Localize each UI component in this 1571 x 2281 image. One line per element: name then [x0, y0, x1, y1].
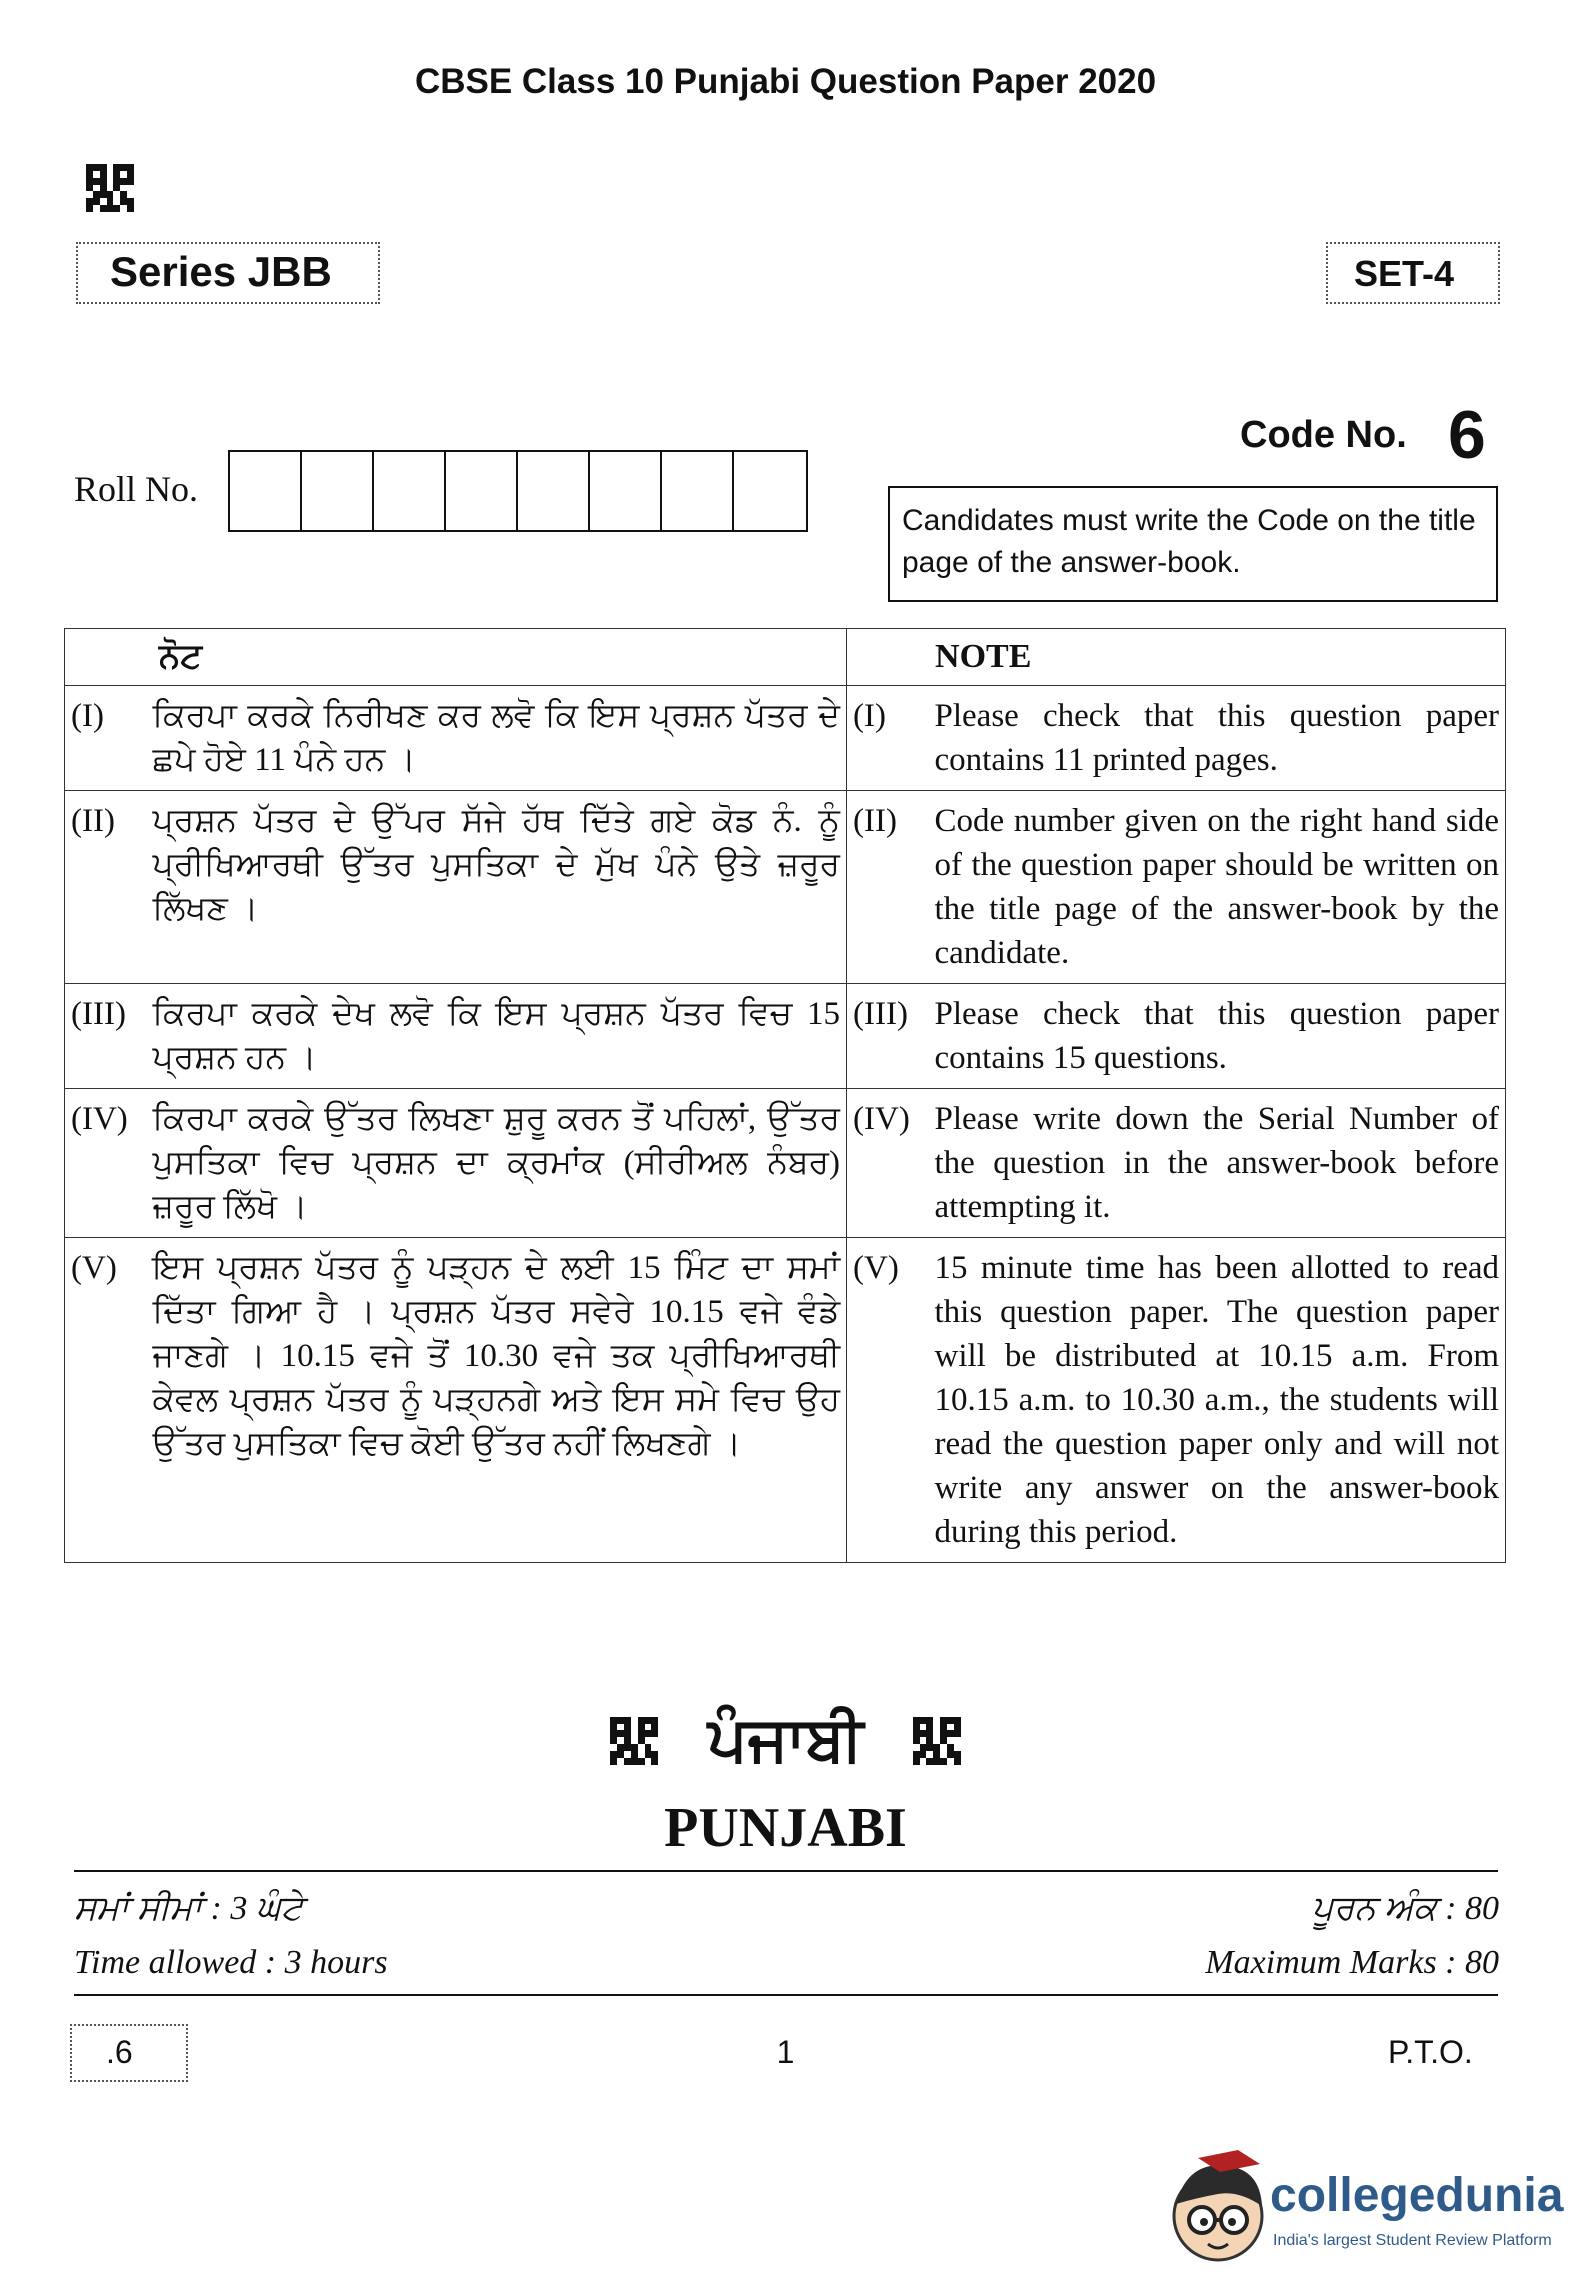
qr-module: [120, 164, 127, 171]
qr-module: [107, 171, 114, 178]
qr-module: [617, 1730, 624, 1737]
qr-module: [947, 1737, 954, 1744]
qr-module: [933, 1758, 940, 1765]
qr-module: [631, 1744, 638, 1751]
qr-module: [947, 1724, 954, 1731]
note-row: [65, 791, 1506, 984]
qr-module: [940, 1730, 947, 1737]
max-marks-punjabi: ਪੂਰਨ ਅੰਕ : 80: [1311, 1890, 1499, 1927]
candidate-instruction-box: Candidates must write the Code on the title page of the answer-book.: [888, 486, 1498, 602]
qr-module: [645, 1737, 652, 1744]
qr-module: [638, 1724, 645, 1731]
qr-module: [113, 198, 120, 205]
note-number: (III): [847, 984, 929, 1089]
qr-module: [120, 191, 127, 198]
series-label: Series JBB: [76, 242, 380, 304]
qr-module: [107, 205, 114, 212]
note-number: (V): [65, 1238, 147, 1563]
roll-box[interactable]: [590, 452, 662, 530]
roll-box[interactable]: [518, 452, 590, 530]
qr-module: [954, 1730, 961, 1737]
qr-module: [947, 1730, 954, 1737]
qr-module: [954, 1758, 961, 1765]
qr-module: [920, 1724, 927, 1731]
qr-module: [100, 198, 107, 205]
note-punjabi: ਇਸ ਪ੍ਰਸ਼ਨ ਪੱਤਰ ਨੂੰ ਪੜ੍ਹਨ ਦੇ ਲਈ 15 ਮਿੰਟ ਦਾ ਸਮਾਂ ਦਿੱਤਾ ਗਿਆ ਹੈ । ਪ੍ਰਸ਼ਨ ਪੱਤਰ ਸਵੇਰੇ 10.15 ਵਜੇ ਵੰਡੇ ਜਾਣਗੇ । 10.15 ਵਜੇ ਤੋਂ 10.30 ਵਜੇ ਤਕ ਪ੍ਰੀਖਿਆਰਥੀ ਕੇਵਲ ਪ੍ਰਸ਼ਨ ਪੱਤਰ ਨੂੰ ਪੜ੍ਹਨਗੇ ਅਤੇ ਇਸ ਸਮੇ ਵਿਚ ਉਹ ਉੱਤਰ ਪੁਸਤਿਕਾ ਵਿਚ ਕੋਈ ਉੱਤਰ ਨਹੀਂ ਲਿਖਣਗੇ ।: [147, 1238, 847, 1563]
note-number: (II): [65, 791, 147, 984]
collegedunia-tagline: India's largest Student Review Platform: [1273, 2232, 1552, 2249]
qr-module: [100, 171, 107, 178]
qr-module: [113, 171, 120, 178]
qr-module: [610, 1737, 617, 1744]
qr-module: [920, 1717, 927, 1724]
qr-module: [624, 1744, 631, 1751]
qr-module: [100, 205, 107, 212]
qr-module: [645, 1724, 652, 1731]
set-label: SET-4: [1326, 242, 1500, 304]
note-english: 15 minute time has been allotted to read this question paper. The question paper will be distributed at 10.15 a.m. From 10.15 a.m. to 10.30 a.m., the students will read the question paper only and will not write any answer on the answer-book during this period.: [929, 1238, 1506, 1563]
qr-module: [86, 164, 93, 171]
qr-module: [638, 1737, 645, 1744]
roll-box[interactable]: [302, 452, 374, 530]
qr-module: [638, 1758, 645, 1765]
qr-module: [947, 1717, 954, 1724]
qr-module: [617, 1758, 624, 1765]
qr-module: [920, 1758, 927, 1765]
qr-module: [127, 171, 134, 178]
notes-header-row: [65, 629, 1506, 686]
page-number: 1: [776, 2034, 795, 2070]
subject-title-punjabi-row: [0, 1700, 1571, 1776]
qr-module: [127, 164, 134, 171]
qr-module: [624, 1724, 631, 1731]
qr-module: [610, 1751, 617, 1758]
qr-module: [645, 1717, 652, 1724]
qr-module: [86, 171, 93, 178]
qr-module: [926, 1730, 933, 1737]
qr-module: [947, 1751, 954, 1758]
note-punjabi: ਕਿਰਪਾ ਕਰਕੇ ਨਿਰੀਖਣ ਕਰ ਲਵੋ ਕਿ ਇਸ ਪ੍ਰਸ਼ਨ ਪੱਤਰ ਦੇ ਛਪੇ ਹੋਏ 11 ਪੰਨੇ ਹਨ ।: [147, 686, 847, 791]
note-number: (I): [847, 686, 929, 791]
divider-top: [74, 1870, 1498, 1872]
note-number: (V): [847, 1238, 929, 1563]
qr-module: [954, 1717, 961, 1724]
qr-module: [933, 1744, 940, 1751]
qr-module: [638, 1751, 645, 1758]
note-number: (II): [847, 791, 929, 984]
qr-module: [107, 198, 114, 205]
max-marks-english: Maximum Marks : 80: [1205, 1944, 1499, 1981]
qr-module: [651, 1730, 658, 1737]
qr-module: [645, 1730, 652, 1737]
qr-module: [651, 1751, 658, 1758]
qr-module: [624, 1717, 631, 1724]
qr-module: [940, 1751, 947, 1758]
roll-box[interactable]: [374, 452, 446, 530]
note-row: [65, 1089, 1506, 1238]
qr-module: [93, 205, 100, 212]
code-number: 6: [1448, 397, 1486, 473]
qr-module: [86, 205, 93, 212]
qr-module: [638, 1730, 645, 1737]
qr-module: [645, 1744, 652, 1751]
note-punjabi: ਪ੍ਰਸ਼ਨ ਪੱਤਰ ਦੇ ਉੱਪਰ ਸੱਜੇ ਹੱਥ ਦਿੱਤੇ ਗਏ ਕੋਡ ਨੰ. ਨੂੰ ਪ੍ਰੀਖਿਆਰਥੀ ਉੱਤਰ ਪੁਸਤਿਕਾ ਦੇ ਮੁੱਖ ਪੰਨੇ ਉਤੇ ਜ਼ਰੂਰ ਲਿੱਖਣ ।: [147, 791, 847, 984]
qr-module: [920, 1751, 927, 1758]
qr-module: [93, 185, 100, 192]
qr-module: [93, 171, 100, 178]
note-number: (III): [65, 984, 147, 1089]
qr-module: [93, 198, 100, 205]
qr-module: [651, 1717, 658, 1724]
qr-module: [631, 1717, 638, 1724]
qr-module: [86, 185, 93, 192]
code-label: Code No.: [1240, 414, 1407, 456]
qr-module: [610, 1724, 617, 1731]
qr-module: [926, 1724, 933, 1731]
qr-module: [127, 178, 134, 185]
qr-module: [954, 1724, 961, 1731]
qr-module: [920, 1744, 927, 1751]
qr-module: [913, 1737, 920, 1744]
qr-module: [120, 171, 127, 178]
note-row: [65, 686, 1506, 791]
qr-module: [93, 191, 100, 198]
qr-module: [638, 1744, 645, 1751]
qr-module: [947, 1744, 954, 1751]
qr-module: [624, 1758, 631, 1765]
qr-module: [617, 1751, 624, 1758]
qr-module: [631, 1724, 638, 1731]
roll-box[interactable]: [230, 452, 302, 530]
note-english: Please check that this question paper contains 15 questions.: [929, 984, 1506, 1089]
qr-module: [100, 164, 107, 171]
qr-module: [940, 1758, 947, 1765]
qr-module: [610, 1758, 617, 1765]
qr-module: [100, 178, 107, 185]
qr-module: [913, 1730, 920, 1737]
qr-module: [113, 185, 120, 192]
divider-bottom: [74, 1994, 1498, 1996]
qr-module: [926, 1758, 933, 1765]
qr-module: [120, 178, 127, 185]
time-allowed-punjabi: ਸਮਾਂ ਸੀਮਾਂ : 3 ਘੰਟੇ: [74, 1890, 303, 1927]
qr-code-icon: [913, 1717, 961, 1765]
qr-module: [933, 1737, 940, 1744]
footer-code: .6: [70, 2024, 188, 2082]
qr-module: [120, 198, 127, 205]
note-punjabi: ਕਿਰਪਾ ਕਰਕੇ ਦੇਖ ਲਵੋ ਕਿ ਇਸ ਪ੍ਰਸ਼ਨ ਪੱਤਰ ਵਿਚ 15 ਪ੍ਰਸ਼ਨ ਹਨ ।: [147, 984, 847, 1089]
qr-module: [113, 205, 120, 212]
roll-box[interactable]: [446, 452, 518, 530]
qr-module: [127, 191, 134, 198]
qr-module: [127, 185, 134, 192]
qr-module: [120, 205, 127, 212]
qr-module: [940, 1737, 947, 1744]
qr-module: [638, 1717, 645, 1724]
qr-module: [113, 164, 120, 171]
qr-module: [624, 1737, 631, 1744]
qr-module: [631, 1751, 638, 1758]
roll-box[interactable]: [734, 452, 806, 530]
qr-module: [631, 1730, 638, 1737]
qr-module: [913, 1717, 920, 1724]
qr-module: [127, 198, 134, 205]
note-row: [65, 984, 1506, 1089]
qr-module: [617, 1737, 624, 1744]
qr-module: [913, 1758, 920, 1765]
qr-module: [913, 1744, 920, 1751]
collegedunia-brand-text: collegedunia: [1270, 2169, 1564, 2222]
qr-module: [947, 1758, 954, 1765]
qr-code-icon: [610, 1717, 658, 1765]
qr-module: [926, 1717, 933, 1724]
time-allowed-english: Time allowed : 3 hours: [74, 1944, 388, 1981]
qr-module: [86, 191, 93, 198]
qr-module: [933, 1751, 940, 1758]
subject-title-english: PUNJABI: [664, 1797, 907, 1859]
qr-module: [617, 1717, 624, 1724]
qr-module: [100, 185, 107, 192]
qr-module: [933, 1730, 940, 1737]
qr-module: [631, 1758, 638, 1765]
qr-module: [926, 1751, 933, 1758]
qr-module: [107, 164, 114, 171]
qr-module: [920, 1737, 927, 1744]
qr-module: [107, 185, 114, 192]
qr-module: [107, 178, 114, 185]
qr-module: [933, 1717, 940, 1724]
note-punjabi: ਕਿਰਪਾ ਕਰਕੇ ਉੱਤਰ ਲਿਖਣਾ ਸ਼ੁਰੂ ਕਰਨ ਤੋਂ ਪਹਿਲਾਂ, ਉੱਤਰ ਪੁਸਤਿਕਾ ਵਿਚ ਪ੍ਰਸ਼ਨ ਦਾ ਕ੍ਰਮਾਂਕ (ਸੀਰੀਅਲ ਨੰਬਰ) ਜ਼ਰੂਰ ਲਿੱਖੋ ।: [147, 1089, 847, 1238]
qr-module: [631, 1737, 638, 1744]
qr-module: [926, 1737, 933, 1744]
qr-module: [651, 1758, 658, 1765]
qr-module: [940, 1724, 947, 1731]
note-number: (IV): [847, 1089, 929, 1238]
qr-module: [913, 1751, 920, 1758]
qr-module: [93, 178, 100, 185]
qr-module: [120, 185, 127, 192]
note-english: Code number given on the right hand side of the question paper should be written on the title page of the answer-book by the candidate.: [929, 791, 1506, 984]
qr-module: [954, 1751, 961, 1758]
pto-label: P.T.O.: [1388, 2034, 1473, 2070]
qr-module: [926, 1744, 933, 1751]
note-number: (I): [65, 686, 147, 791]
notes-table: [64, 628, 1506, 1563]
qr-module: [624, 1751, 631, 1758]
qr-module: [610, 1730, 617, 1737]
qr-module: [913, 1724, 920, 1731]
qr-module: [651, 1724, 658, 1731]
qr-module: [617, 1724, 624, 1731]
qr-module: [610, 1717, 617, 1724]
qr-module: [107, 191, 114, 198]
notes-header-english: NOTE: [847, 629, 1506, 686]
qr-module: [920, 1730, 927, 1737]
notes-header-punjabi: ਨੋਟ: [65, 629, 847, 686]
document-header-title: CBSE Class 10 Punjabi Question Paper 2020: [414, 62, 1157, 101]
qr-module: [86, 178, 93, 185]
qr-module: [933, 1724, 940, 1731]
roll-box[interactable]: [662, 452, 734, 530]
qr-module: [100, 191, 107, 198]
roll-number-label: Roll No.: [74, 469, 199, 509]
qr-module: [617, 1744, 624, 1751]
note-english: Please check that this question paper contains 11 printed pages.: [929, 686, 1506, 791]
subject-title-punjabi: ਪੰਜਾਬੀ: [707, 1706, 864, 1775]
note-row: [65, 1238, 1506, 1563]
qr-module: [651, 1737, 658, 1744]
qr-module: [610, 1744, 617, 1751]
qr-code-icon: [86, 164, 134, 212]
note-english: Please write down the Serial Number of the question in the answer-book before attempting it.: [929, 1089, 1506, 1238]
qr-module: [954, 1744, 961, 1751]
qr-module: [127, 205, 134, 212]
qr-module: [645, 1758, 652, 1765]
qr-module: [940, 1744, 947, 1751]
qr-module: [651, 1744, 658, 1751]
qr-module: [645, 1751, 652, 1758]
qr-module: [86, 198, 93, 205]
note-number: (IV): [65, 1089, 147, 1238]
qr-module: [93, 164, 100, 171]
qr-module: [113, 178, 120, 185]
qr-module: [954, 1737, 961, 1744]
qr-module: [624, 1730, 631, 1737]
qr-module: [113, 191, 120, 198]
roll-number-boxes[interactable]: [228, 450, 808, 532]
qr-module: [940, 1717, 947, 1724]
